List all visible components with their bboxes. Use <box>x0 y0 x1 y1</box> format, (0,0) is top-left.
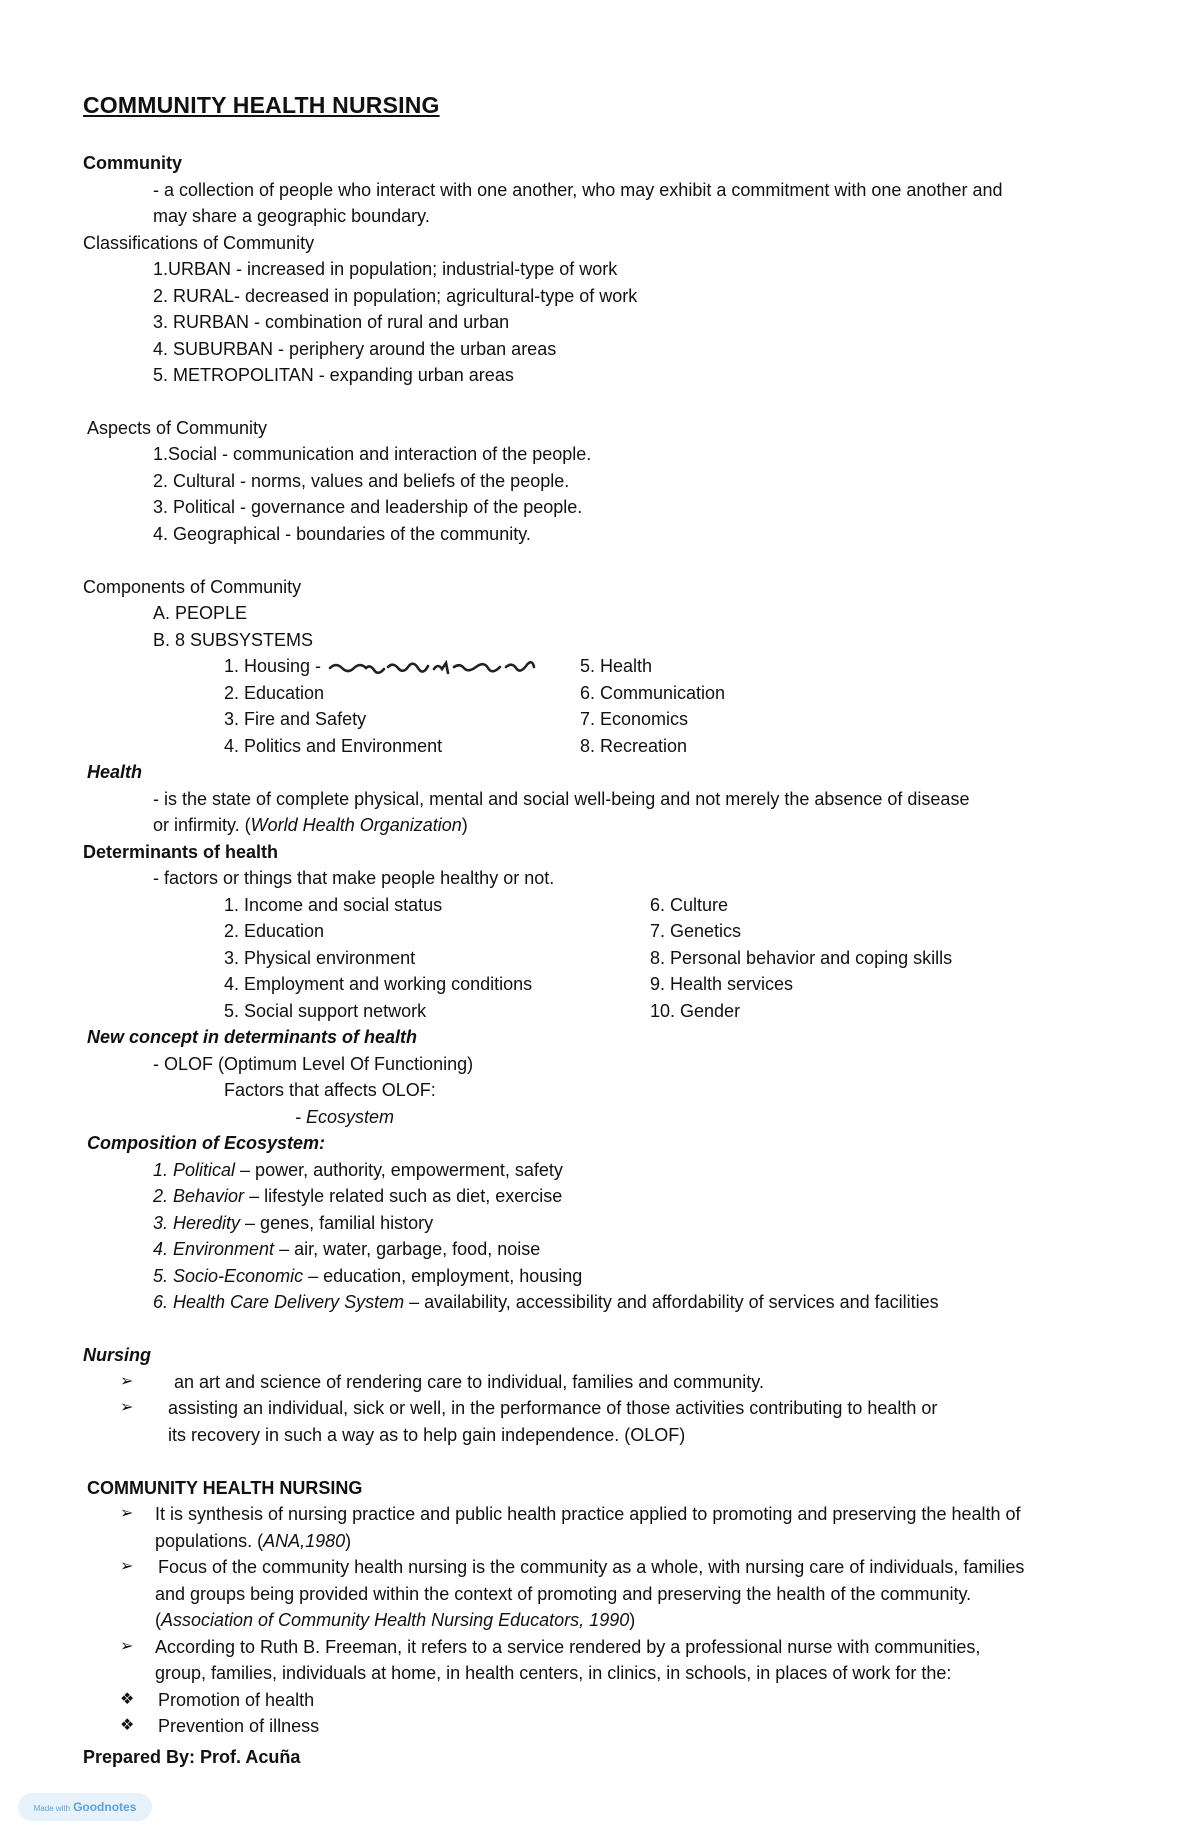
aspect-item: 2. Cultural - norms, values and beliefs of the people. <box>153 471 570 491</box>
ecosystem-label: - Ecosystem <box>295 1107 395 1127</box>
community-definition-line-2: may share a geographic boundary. <box>153 206 430 226</box>
nursing-definition-2-line-2: its recovery in such a way as to help gain independence. (OLOF) <box>168 1425 686 1445</box>
classification-item: 2. RURAL- decreased in population; agricultural-type of work <box>153 286 638 306</box>
determinant-item: 3. Physical environment <box>224 948 416 968</box>
determinant-item: 5. Social support network <box>224 1001 427 1021</box>
chn-point-1-line-2: populations. (ANA,1980) <box>155 1531 352 1551</box>
health-heading: Health <box>87 762 143 782</box>
diamond-bullet-icon: ❖ <box>120 1691 135 1708</box>
composition-item: 5. Socio-Economic – education, employment, housing <box>153 1266 583 1286</box>
ana-citation: ANA,1980 <box>263 1531 346 1551</box>
chn-point-1-line-1: It is synthesis of nursing practice and public health practice applied to promoting and preserving the health of <box>155 1504 1021 1524</box>
component-people: A. PEOPLE <box>153 603 248 623</box>
determinant-item: 9. Health services <box>650 974 794 994</box>
subsystem-item: 6. Communication <box>580 683 726 703</box>
diamond-bullet-icon: ❖ <box>120 1717 135 1734</box>
determinant-item: 2. Education <box>224 921 325 941</box>
nursing-definition-2-line-1: assisting an individual, sick or well, in the performance of those activities contributing to health or <box>168 1398 938 1418</box>
subsystem-item: 8. Recreation <box>580 736 688 756</box>
health-definition-line-1: - is the state of complete physical, mental and social well-being and not merely the absence of disease <box>153 789 970 809</box>
classification-item: 3. RURBAN - combination of rural and urban <box>153 312 510 332</box>
page-title: COMMUNITY HEALTH NURSING <box>83 92 440 118</box>
prepared-by: Prepared By: Prof. Acuña <box>83 1747 301 1767</box>
watermark-brand: Goodnotes <box>73 1800 137 1814</box>
component-subsystems: B. 8 SUBSYSTEMS <box>153 630 314 650</box>
arrow-bullet-icon: ➢ <box>120 1373 134 1390</box>
determinants-heading: Determinants of health <box>83 842 279 862</box>
aspect-item: 3. Political - governance and leadership of the people. <box>153 497 583 517</box>
components-heading: Components of Community <box>83 577 302 597</box>
classifications-heading: Classifications of Community <box>83 233 315 253</box>
determinant-item: 6. Culture <box>650 895 729 915</box>
chn-point-2-line-1: Focus of the community health nursing is the community as a whole, with nursing care of individuals, families <box>158 1557 1025 1577</box>
aspects-heading: Aspects of Community <box>87 418 268 438</box>
health-definition-line-2: or infirmity. (World Health Organization) <box>153 815 468 835</box>
composition-item: 2. Behavior – lifestyle related such as diet, exercise <box>153 1186 563 1206</box>
composition-item: 1. Political – power, authority, empowerment, safety <box>153 1160 563 1180</box>
chn-heading: COMMUNITY HEALTH NURSING <box>87 1478 363 1498</box>
olof-line: - OLOF (Optimum Level Of Functioning) <box>153 1054 474 1074</box>
subsystem-label: 1. Housing - <box>224 656 322 676</box>
watermark-prefix: Made with <box>33 1804 71 1813</box>
chn-point-3-line-2: group, families, individuals at home, in health centers, in clinics, in schools, in places of work for the: <box>155 1663 952 1683</box>
classification-item: 1.URBAN - increased in population; industrial-type of work <box>153 259 618 279</box>
composition-heading: Composition of Ecosystem: <box>87 1133 326 1153</box>
determinant-item: 8. Personal behavior and coping skills <box>650 948 953 968</box>
community-heading: Community <box>83 153 182 173</box>
determinant-item: 1. Income and social status <box>224 895 443 915</box>
determinant-item: 7. Genetics <box>650 921 742 941</box>
arrow-bullet-icon: ➢ <box>120 1558 134 1575</box>
olof-factors: Factors that affects OLOF: <box>224 1080 436 1100</box>
subsystem-item: 2. Education <box>224 683 325 703</box>
nursing-heading: Nursing <box>83 1345 152 1365</box>
subsystem-item: 7. Economics <box>580 709 689 729</box>
chn-point-2-line-2: and groups being provided within the context of promoting and preserving the health of the community. <box>155 1584 972 1604</box>
new-concept-heading: New concept in determinants of health <box>87 1027 418 1047</box>
achne-citation: Association of Community Health Nursing Educators, 1990 <box>161 1610 630 1630</box>
composition-item: 4. Environment – air, water, garbage, food, noise <box>153 1239 541 1259</box>
aspect-item: 1.Social - communication and interaction of the people. <box>153 444 592 464</box>
determinants-definition: - factors or things that make people healthy or not. <box>153 868 555 888</box>
arrow-bullet-icon: ➢ <box>120 1638 134 1655</box>
arrow-bullet-icon: ➢ <box>120 1399 134 1416</box>
nursing-definition-1: an art and science of rendering care to individual, families and community. <box>174 1372 764 1392</box>
determinant-item: 10. Gender <box>650 1001 741 1021</box>
subsystem-item: 3. Fire and Safety <box>224 709 367 729</box>
subsystem-item: 5. Health <box>580 656 653 676</box>
determinant-item: 4. Employment and working conditions <box>224 974 533 994</box>
goodnotes-watermark <box>18 1793 152 1821</box>
handwritten-scribble-icon <box>326 658 536 676</box>
community-definition-line-1: - a collection of people who interact with one another, who may exhibit a commitment with one another and <box>153 180 1003 200</box>
arrow-bullet-icon: ➢ <box>120 1505 134 1522</box>
subsystem-item: 4. Politics and Environment <box>224 736 443 756</box>
composition-item: 6. Health Care Delivery System – availability, accessibility and affordability of services and facilities <box>153 1292 939 1312</box>
classification-item: 4. SUBURBAN - periphery around the urban areas <box>153 339 557 359</box>
chn-subpoint: Promotion of health <box>158 1690 315 1710</box>
chn-point-3-line-1: According to Ruth B. Freeman, it refers to a service rendered by a professional nurse with communities, <box>155 1637 981 1657</box>
aspect-item: 4. Geographical - boundaries of the community. <box>153 524 531 544</box>
classification-item: 5. METROPOLITAN - expanding urban areas <box>153 365 514 385</box>
who-citation: World Health Organization <box>250 815 462 835</box>
subsystem-item <box>224 653 536 679</box>
composition-item: 3. Heredity – genes, familial history <box>153 1213 434 1233</box>
chn-point-2-line-3: (Association of Community Health Nursing Educators, 1990) <box>155 1610 636 1630</box>
chn-subpoint: Prevention of illness <box>158 1716 320 1736</box>
